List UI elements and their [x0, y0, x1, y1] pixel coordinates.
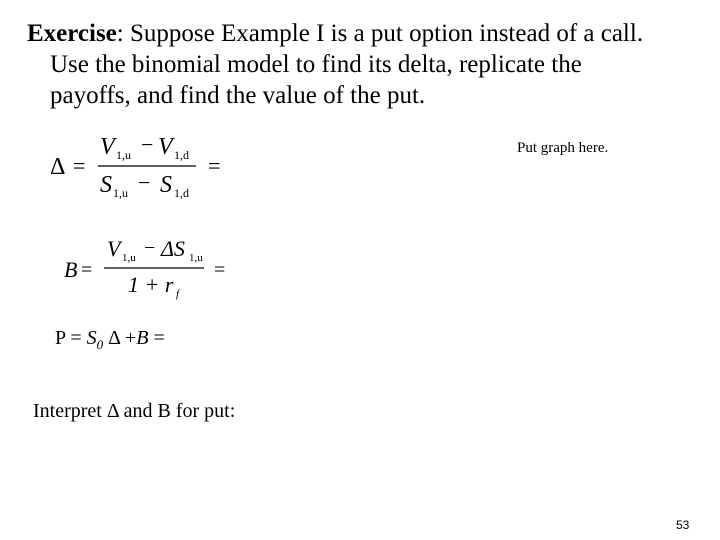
- b-trailing-equals: =: [214, 259, 226, 281]
- b-symbol: B: [64, 257, 78, 282]
- prompt-line-1: [27, 18, 697, 49]
- p-eq-b: B: [136, 327, 149, 349]
- delta-num-sub-left: 1,u: [116, 148, 131, 162]
- delta-den-s-left: S: [100, 172, 112, 198]
- p-eq-s: S: [86, 327, 97, 349]
- p-eq-middle: Δ +: [103, 327, 137, 349]
- put-value-equation: [55, 327, 165, 353]
- b-equals: =: [81, 259, 93, 281]
- delta-den-sub-right: 1,d: [174, 186, 189, 200]
- b-den-text: 1 + r: [128, 272, 174, 297]
- delta-num-v-left: V: [100, 134, 115, 160]
- delta-formula-graphic: [50, 128, 240, 204]
- delta-trailing-equals: =: [208, 153, 221, 178]
- b-den-sub: f: [176, 288, 180, 300]
- p-eq-s-sub: 0: [96, 337, 104, 352]
- b-num-minus: −: [144, 237, 156, 259]
- b-formula: [64, 233, 244, 305]
- delta-formula: [50, 128, 240, 204]
- delta-num-sub-right: 1,d: [174, 148, 189, 162]
- delta-den-s-right: S: [160, 172, 172, 198]
- b-num-delta-s: ΔS: [161, 236, 185, 261]
- prompt-line-3: payoffs, and find the value of the put.: [50, 82, 426, 109]
- b-num-sub-left: 1,u: [122, 252, 136, 264]
- delta-equals: =: [73, 153, 86, 178]
- graph-placeholder: Put graph here.: [517, 140, 609, 156]
- b-num-v: V: [107, 236, 121, 261]
- delta-symbol: Δ: [50, 154, 66, 180]
- b-formula-graphic: [64, 233, 244, 305]
- b-num-sub-right: 1,u: [189, 252, 203, 264]
- delta-num-minus: −: [141, 132, 154, 157]
- delta-den-sub-left: 1,u: [113, 186, 128, 200]
- p-eq-suffix: =: [148, 327, 165, 349]
- p-eq-prefix: P =: [55, 327, 87, 349]
- exercise-label: Exercise: [27, 20, 117, 47]
- page-number: 53: [676, 518, 690, 532]
- exercise-prompt: [27, 18, 697, 111]
- prompt-line-2: Use the binomial model to find its delta, replicate the: [50, 51, 582, 78]
- delta-den-minus: −: [138, 170, 151, 195]
- prompt-line-1-text: : Suppose Example I is a put option instead of a call.: [116, 20, 644, 47]
- interpret-prompt: Interpret Δ and B for put:: [33, 400, 236, 422]
- delta-num-v-right: V: [158, 134, 173, 160]
